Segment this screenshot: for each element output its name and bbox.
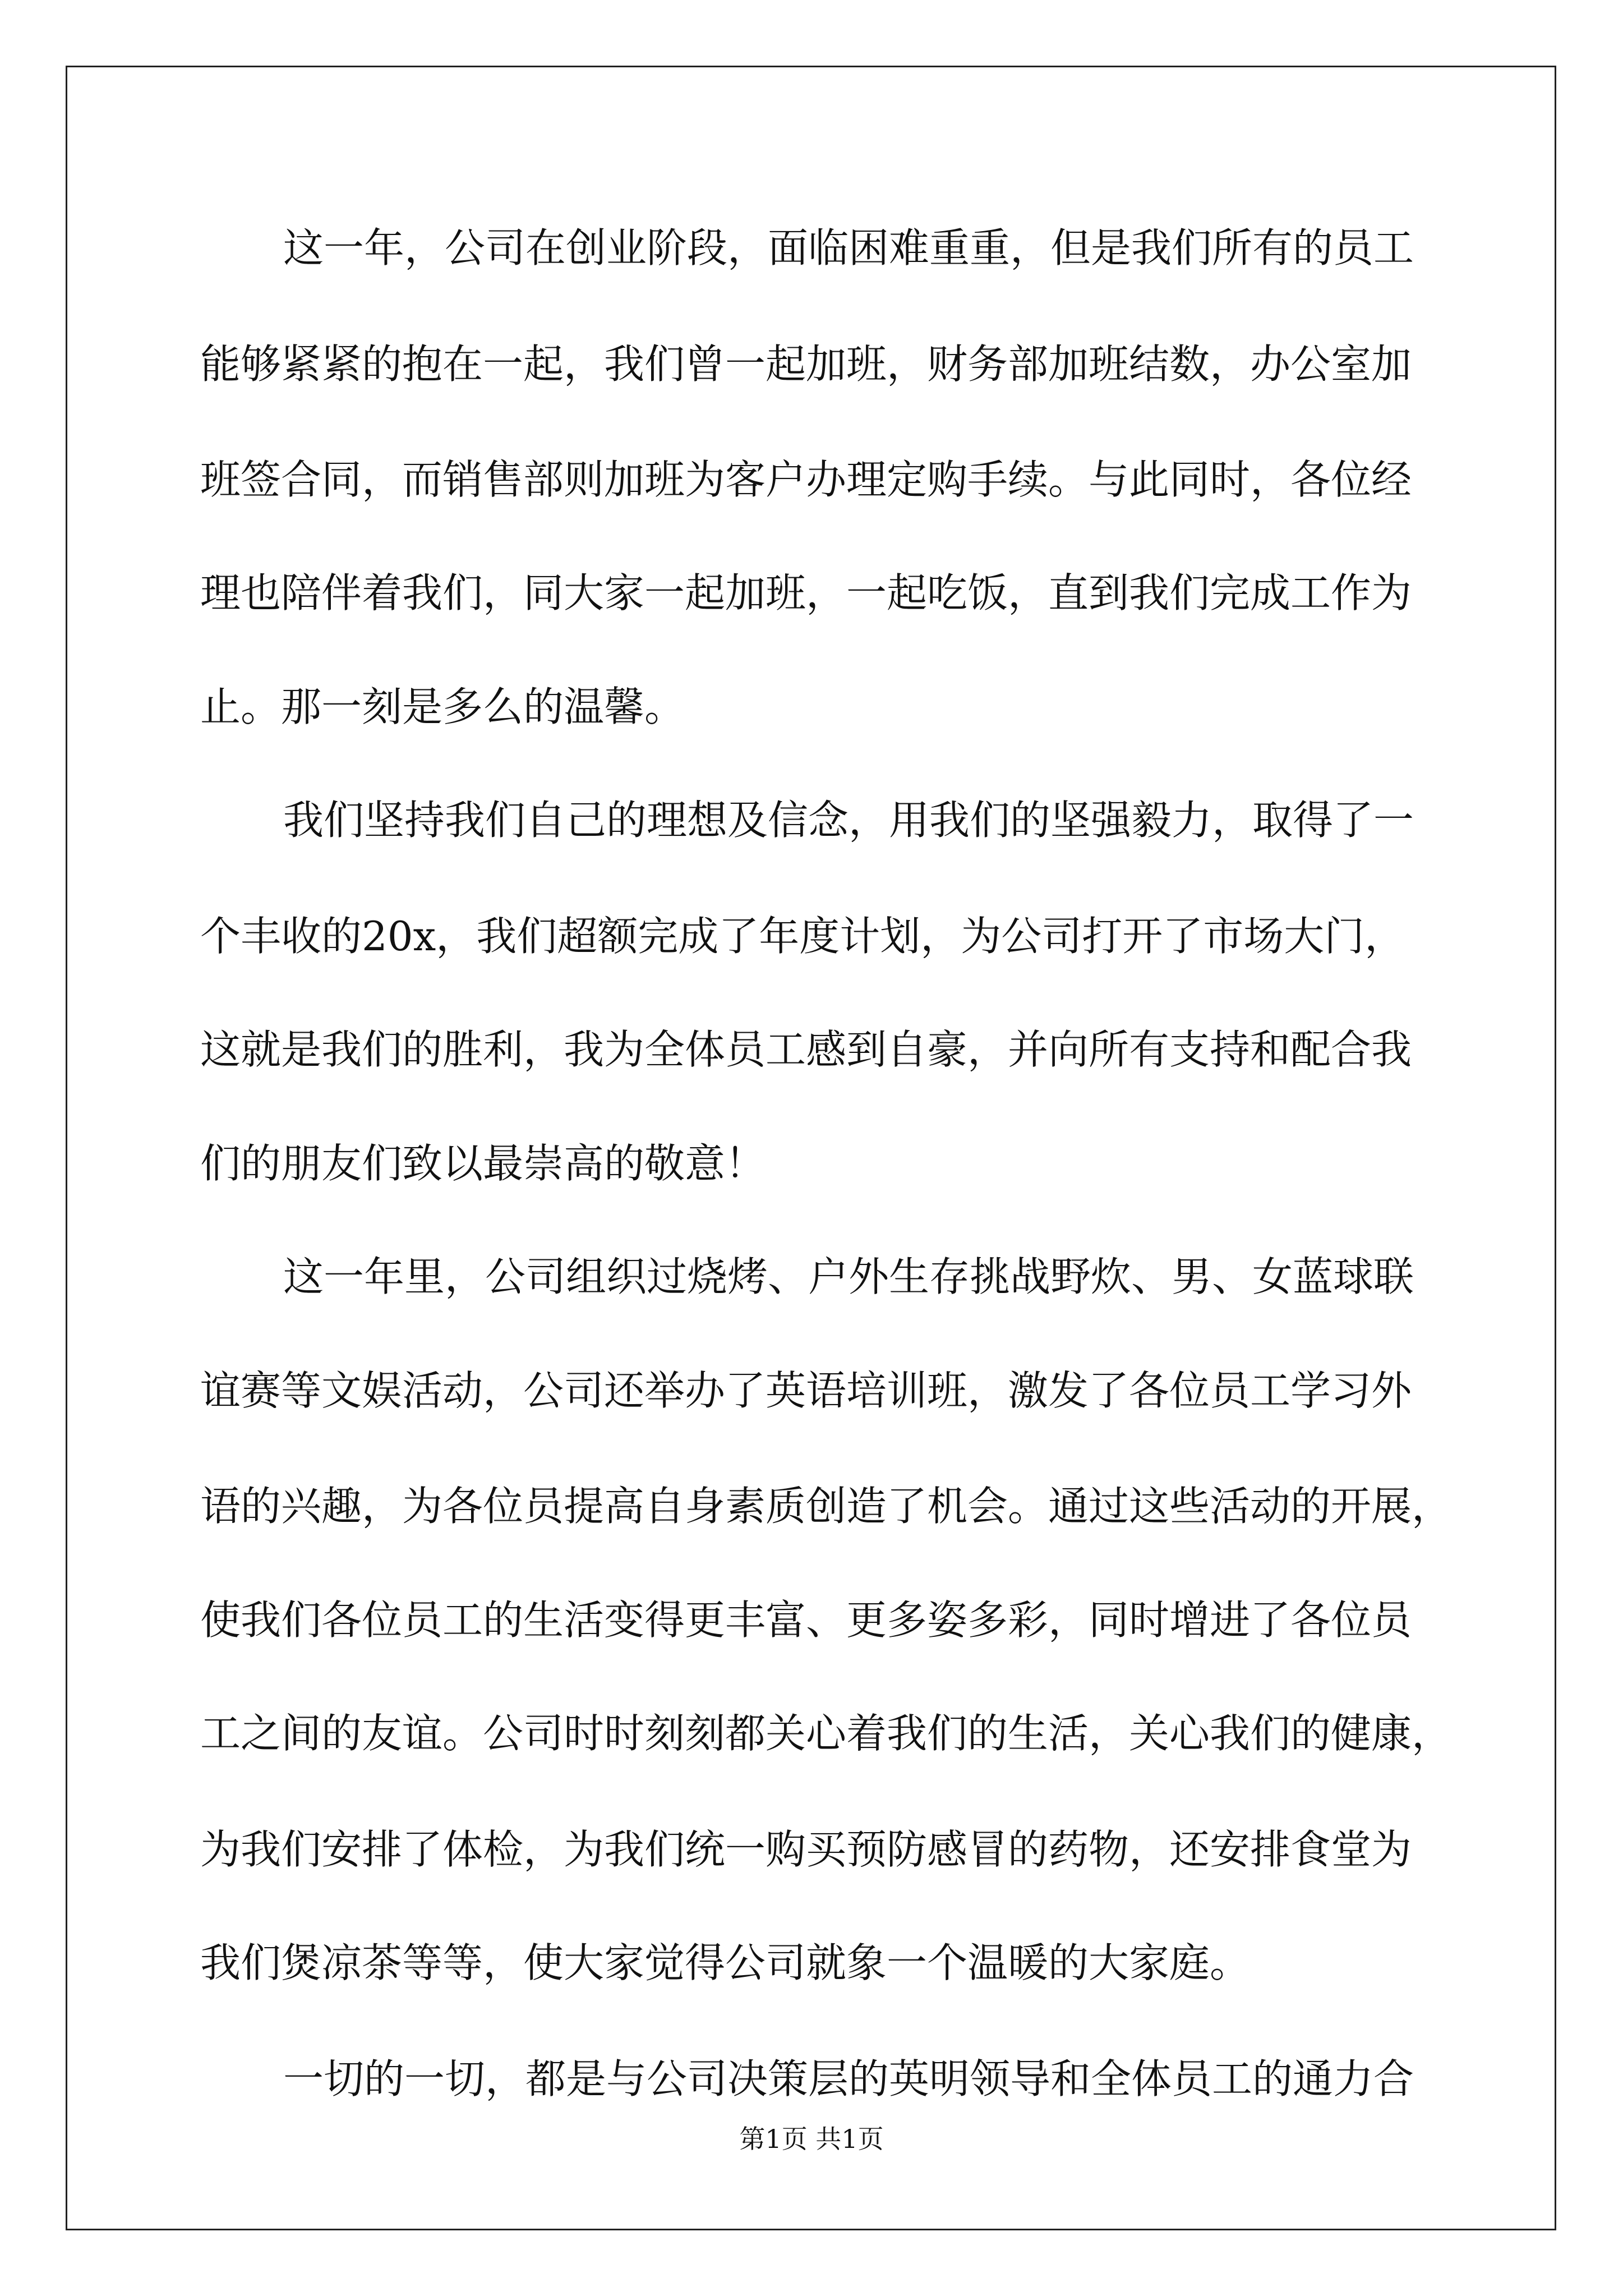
text-line	[0, 1475, 1623, 1537]
text-line	[0, 1360, 1623, 1421]
text-line	[0, 676, 1623, 738]
line-text: 止。那一刻是多么的温馨。	[200, 683, 685, 730]
line-text: 为我们安排了体检，为我们统一购买预防感冒的药物，还安排食堂为	[200, 1826, 1412, 1873]
line-text: 我们煲凉茶等等，使大家觉得公司就象一个温暖的大家庭。	[200, 1939, 1251, 1986]
line-text: 个丰收的20x，我们超额完成了年度计划，为公司打开了市场大门，	[200, 913, 1405, 960]
text-line	[0, 1246, 1623, 1308]
text-line	[0, 2048, 1623, 2110]
text-line	[0, 562, 1623, 624]
text-line	[0, 1133, 1623, 1194]
text-line	[0, 217, 1623, 279]
line-text: 语的兴趣，为各位员提高自身素质创造了机会。通过这些活动的开展，	[200, 1483, 1453, 1530]
line-text: 们的朋友们致以最崇高的敬意！	[200, 1140, 766, 1187]
line-text: 能够紧紧的抱在一起，我们曾一起加班，财务部加班结数，办公室加	[200, 341, 1412, 388]
line-text: 这就是我们的胜利，我为全体员工感到自豪，并向所有支持和配合我	[200, 1026, 1412, 1073]
line-text: 一切的一切，都是与公司决策层的英明领导和全体员工的通力合	[283, 2055, 1414, 2102]
line-text: 理也陪伴着我们，同大家一起加班，一起吃饭，直到我们完成工作为	[200, 569, 1412, 616]
text-line	[0, 905, 1623, 967]
text-line	[0, 449, 1623, 510]
text-line	[0, 333, 1623, 395]
line-text: 谊赛等文娱活动，公司还举办了英语培训班，激发了各位员工学习外	[200, 1367, 1412, 1414]
text-line	[0, 1819, 1623, 1880]
line-text: 这一年里，公司组织过烧烤、户外生存挑战野炊、男、女蓝球联	[283, 1253, 1414, 1300]
page-footer: 第1页 共1页	[739, 2124, 884, 2154]
text-line	[0, 1932, 1623, 1994]
line-text: 工之间的友谊。公司时时刻刻都关心着我们的生活，关心我们的健康，	[200, 1710, 1453, 1757]
line-text: 我们坚持我们自己的理想及信念，用我们的坚强毅力，取得了一	[283, 797, 1414, 844]
text-line	[0, 789, 1623, 851]
line-text: 使我们各位员工的生活变得更丰富、更多姿多彩，同时增进了各位员	[200, 1596, 1412, 1644]
text-line	[0, 1589, 1623, 1651]
text-line	[0, 1703, 1623, 1764]
text-line	[0, 1019, 1623, 1080]
line-text: 这一年，公司在创业阶段，面临困难重重，但是我们所有的员工	[283, 224, 1414, 272]
line-text: 班签合同，而销售部则加班为客户办理定购手续。与此同时，各位经	[200, 456, 1412, 503]
